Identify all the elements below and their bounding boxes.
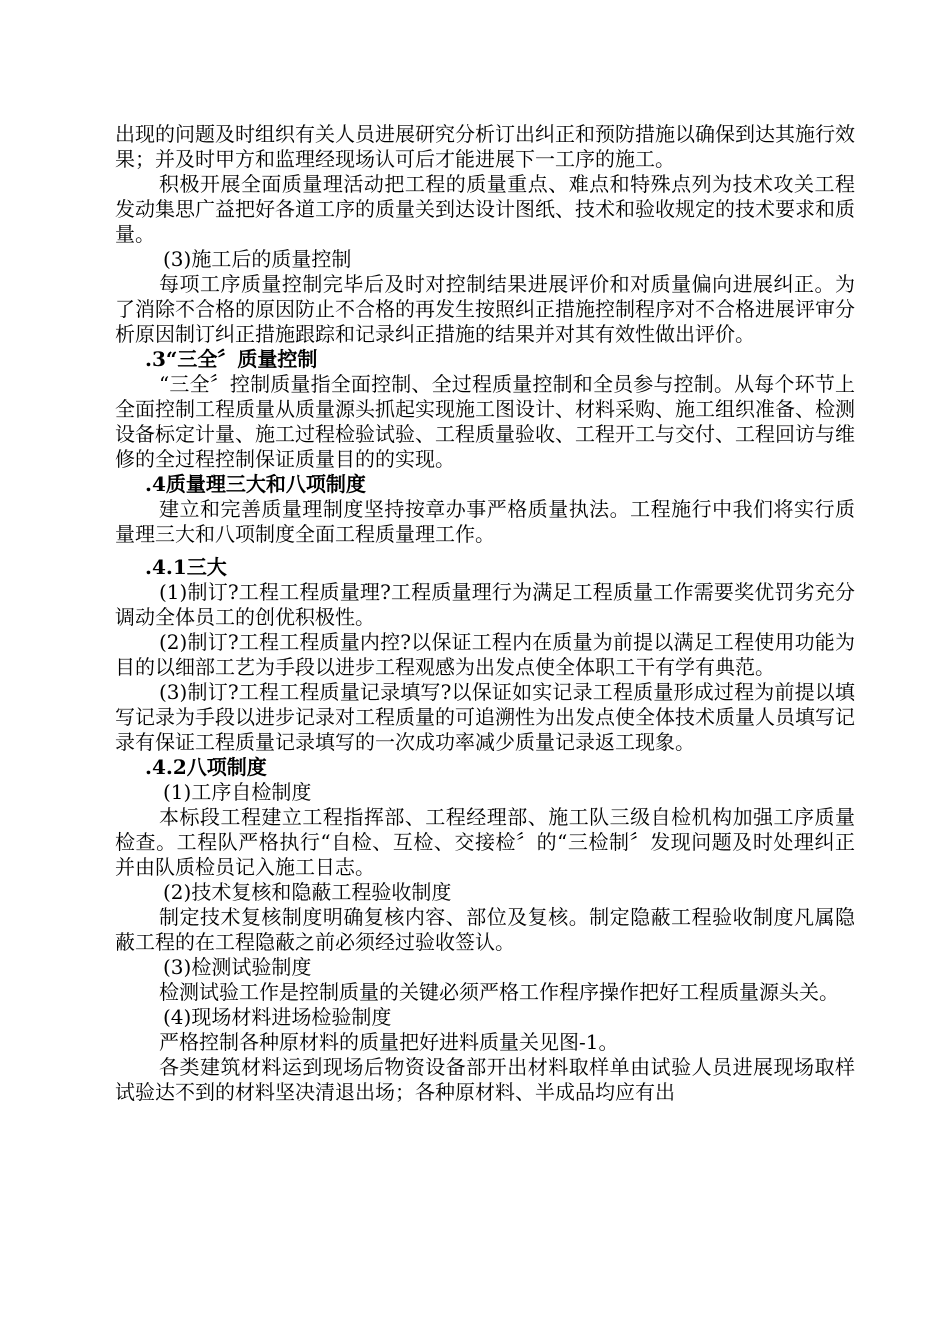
- section-heading: .4.2八项制度: [145, 755, 267, 779]
- subsection-title: (2)技术复核和隐蔽工程验收制度: [163, 880, 452, 904]
- paragraph: 本标段工程建立工程指挥部、工程经理部、施工队三级自检机构加强工序质量检查。工程队严格执行“自检、互检、交接检〞的“三检制〞发现问题及时处理纠正并由队质检员记入施工日志。: [115, 805, 855, 879]
- paragraph: 出现的问题及时组织有关人员进展研究分析订出纠正和预防措施以确保到达其施行效果；并及时甲方和监理经现场认可后才能进展下一工序的施工。: [115, 122, 855, 171]
- document-page: [115, 122, 855, 1105]
- section-heading: .4.1三大: [145, 555, 227, 579]
- paragraph: 检测试验工作是控制质量的关键必须严格工作程序操作把好工程质量源头关。: [159, 980, 839, 1004]
- subsection-title: (3)检测试验制度: [163, 955, 312, 979]
- paragraph: 各类建筑材料运到现场后物资设备部开出材料取样单由试验人员进展现场取样试验达不到的材料坚决清退出场；各种原材料、半成品均应有出: [115, 1055, 855, 1104]
- paragraph: 制定技术复核制度明确复核内容、部位及复核。制定隐蔽工程验收制度凡属隐蔽工程的在工程隐蔽之前必须经过验收签认。: [115, 905, 855, 954]
- paragraph: 建立和完善质量理制度坚持按章办事严格质量执法。工程施行中我们将实行质量理三大和八项制度全面工程质量理工作。: [115, 497, 855, 546]
- section-heading: .4质量理三大和八项制度: [145, 472, 366, 496]
- subsection-title: (1)工序自检制度: [163, 780, 312, 804]
- paragraph: “三全〞控制质量指全面控制、全过程质量控制和全员参与控制。从每个环节上全面控制工程质量从质量源头抓起实现施工图设计、材料采购、施工组织准备、检测设备标定计量、施工过程检验试验、工程质量验收、工程开工与交付、工程回访与维修的全过程控制保证质量目的的实现。: [115, 372, 855, 471]
- paragraph: (1)制订?工程工程质量理?工程质量理行为满足工程质量工作需要奖优罚劣充分调动全体员工的创优积极性。: [115, 580, 855, 629]
- paragraph: 严格控制各种原材料的质量把好进料质量关见图-1。: [159, 1030, 619, 1054]
- section-heading: .3“三全〞质量控制: [145, 347, 318, 371]
- subsection-title: (3)施工后的质量控制: [163, 247, 352, 271]
- paragraph: (3)制订?工程工程质量记录填写?以保证如实记录工程质量形成过程为前提以填写记录为手段以进步记录对工程质量的可追溯性为出发点使全体技术质量人员填写记录有保证工程质量记录填写的一次成功率减少质量记录返工现象。: [115, 680, 855, 754]
- paragraph: 每项工序质量控制完毕后及时对控制结果进展评价和对质量偏向进展纠正。为了消除不合格的原因防止不合格的再发生按照纠正措施控制程序对不合格进展评审分析原因制订纠正措施跟踪和记录纠正措施的结果并对其有效性做出评价。: [115, 272, 855, 346]
- paragraph: 积极开展全面质量理活动把工程的质量重点、难点和特殊点列为技术攻关工程发动集思广益把好各道工序的质量关到达设计图纸、技术和验收规定的技术要求和质量。: [115, 172, 855, 246]
- subsection-title: (4)现场材料进场检验制度: [163, 1005, 392, 1029]
- paragraph: (2)制订?工程工程质量内控?以保证工程内在质量为前提以满足工程使用功能为目的以细部工艺为手段以进步工程观感为出发点使全体职工干有学有典范。: [115, 630, 855, 679]
